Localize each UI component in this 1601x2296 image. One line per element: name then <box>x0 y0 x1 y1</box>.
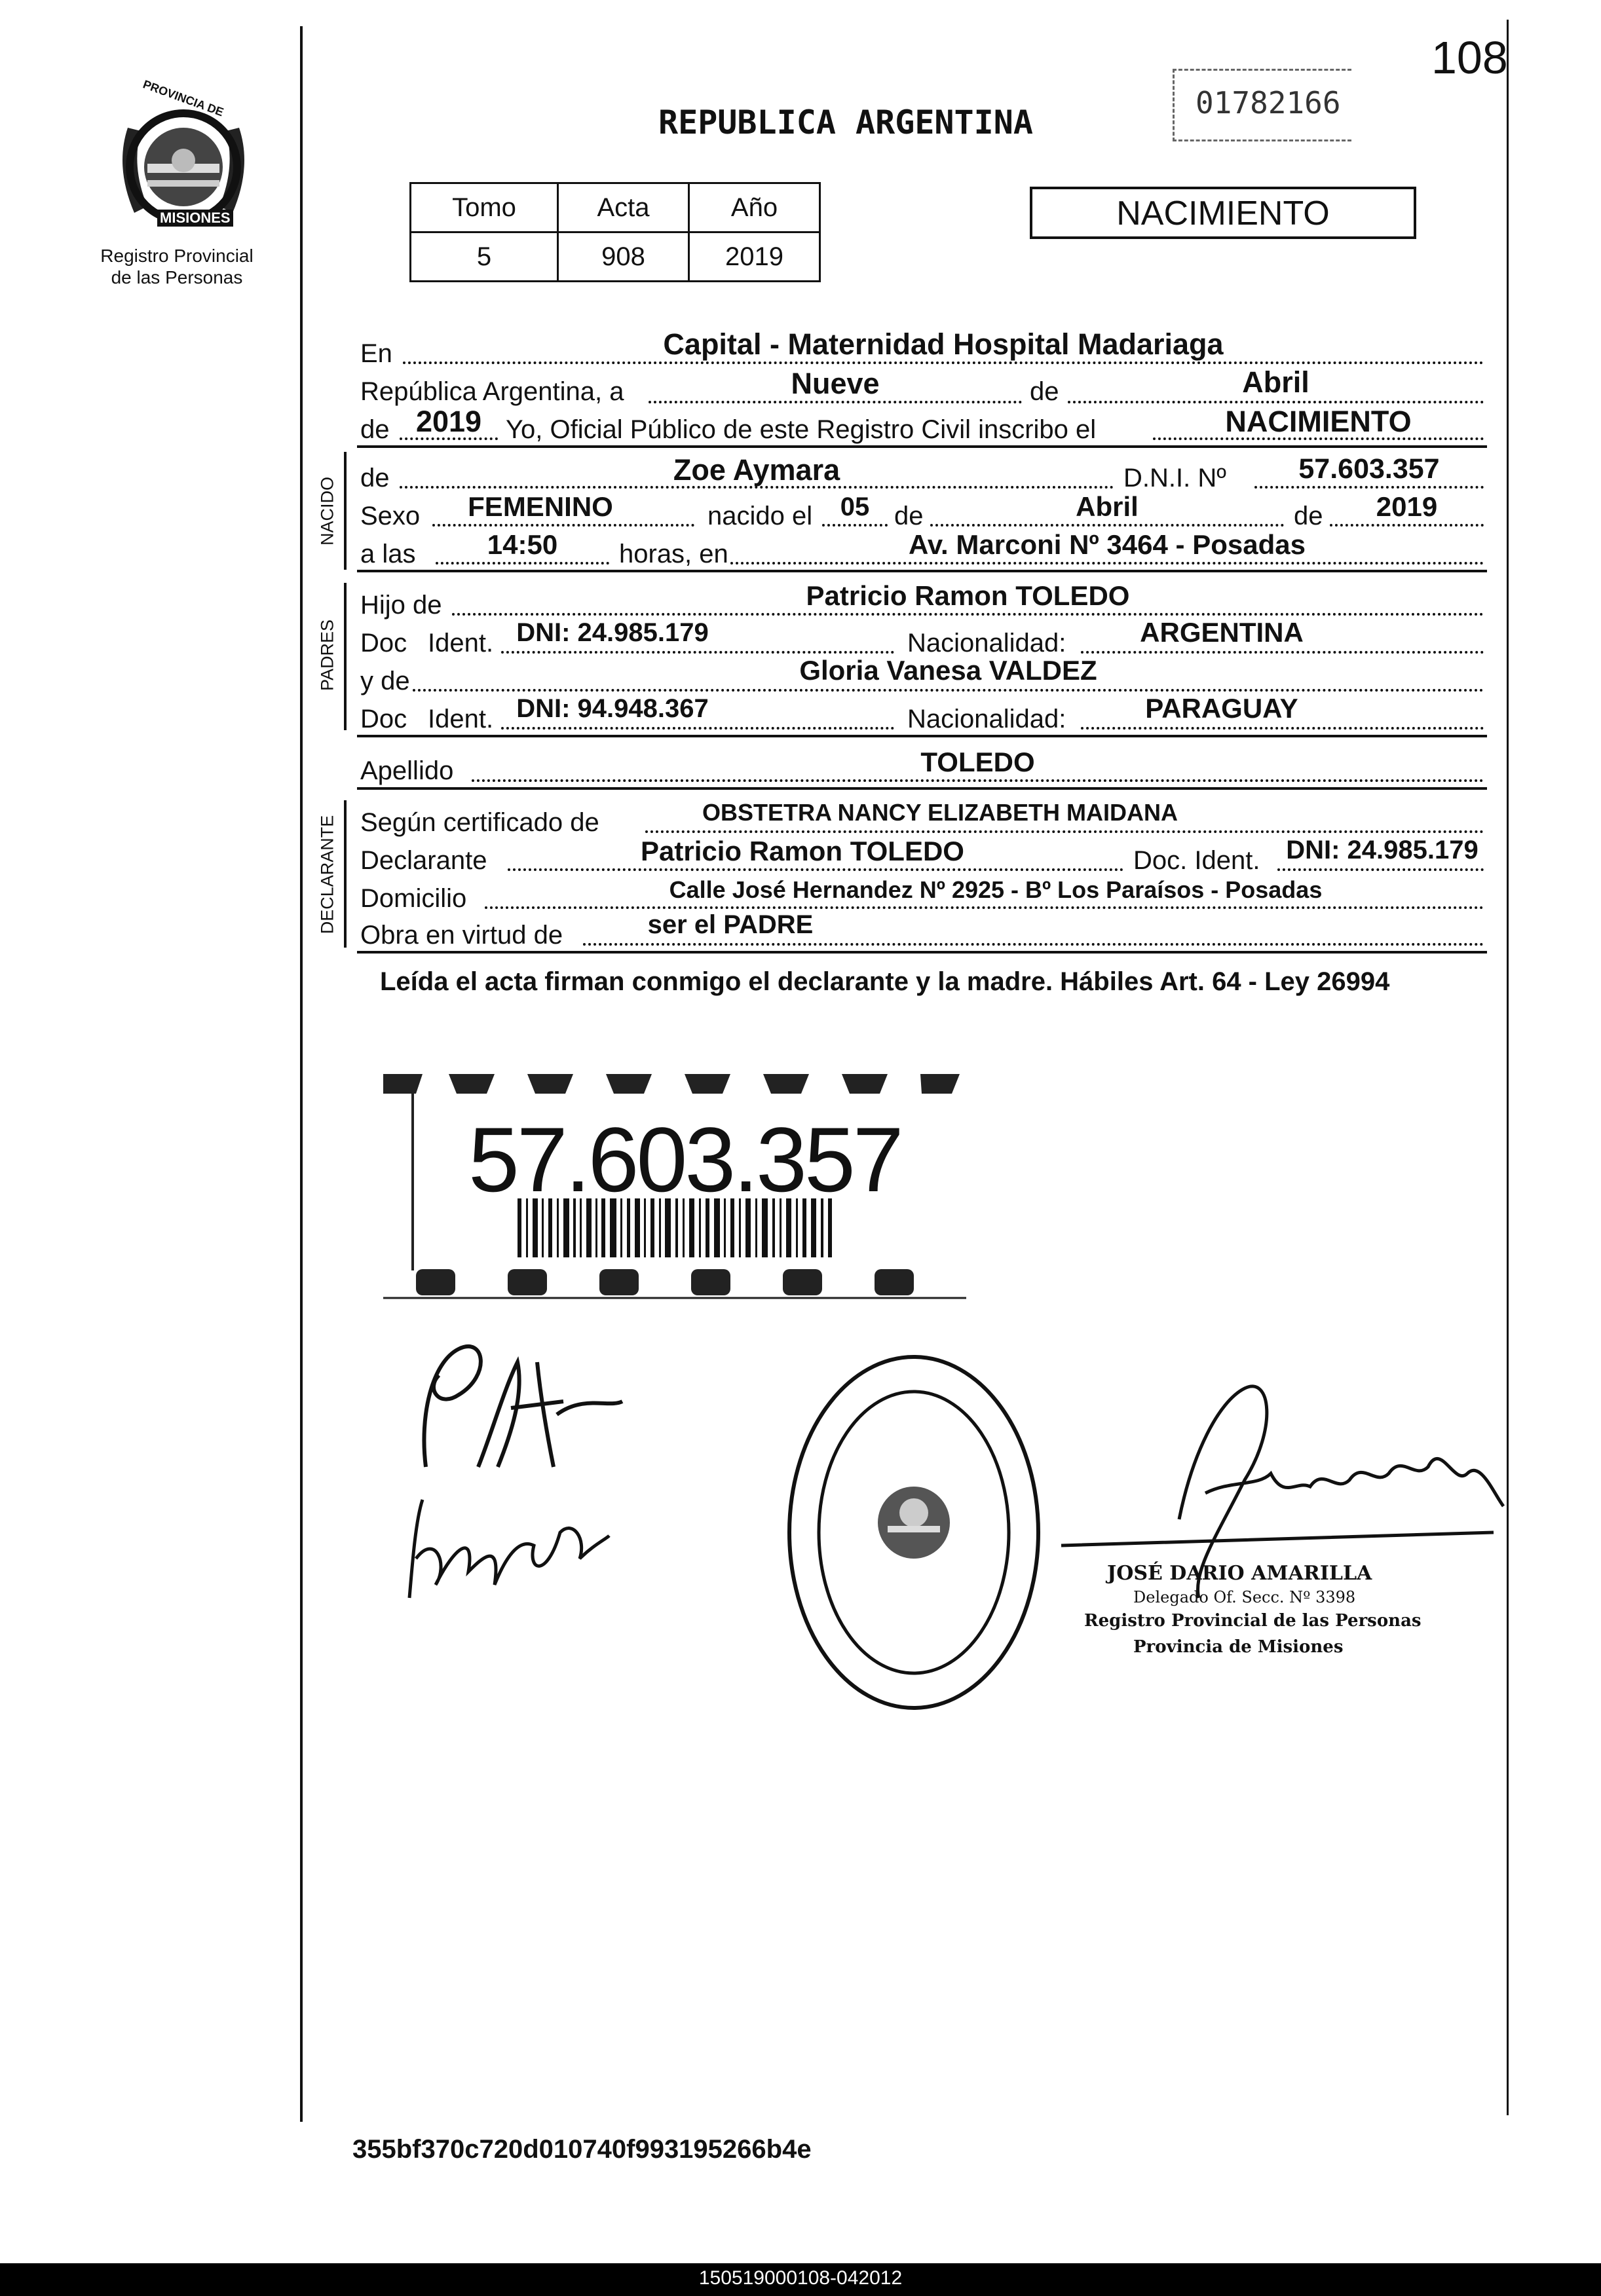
decl-doc-label: Doc. Ident. <box>1133 846 1260 875</box>
father-doc: DNI: 24.985.179 <box>516 618 709 647</box>
hijo-label: Hijo de <box>360 591 442 620</box>
doc-type: NACIMIENTO <box>1116 194 1330 232</box>
left-margin-line <box>300 26 303 2122</box>
dni-label: D.N.I. Nº <box>1123 464 1226 492</box>
doc-label-2: Doc <box>360 705 407 733</box>
header-tomo: Tomo <box>411 183 558 232</box>
mother-dots <box>413 689 1484 692</box>
footer-code: 150519000108-042012 <box>698 2267 903 2289</box>
nacionalidad-label-1: Nacionalidad: <box>907 629 1066 657</box>
official-stamp <box>783 1349 1045 1716</box>
mother-name: Gloria Vanesa VALDEZ <box>799 655 1097 686</box>
page-number: 108 <box>1431 32 1508 83</box>
place: Capital - Maternidad Hospital Madariaga <box>663 327 1224 361</box>
domicilio-label: Domicilio <box>360 884 467 913</box>
dni-dots <box>1254 486 1484 489</box>
nacido-de-label: de <box>360 464 390 492</box>
obra-dots <box>583 943 1484 946</box>
official-province: Provincia de Misiones <box>1133 1637 1344 1657</box>
official-org: Registro Provincial de las Personas <box>1084 1611 1422 1631</box>
birth-year-dots <box>1330 524 1484 527</box>
cert-label: Según certificado de <box>360 808 599 837</box>
obra-label: Obra en virtud de <box>360 921 563 950</box>
nacido-bar <box>344 452 347 570</box>
rule-1 <box>357 445 1487 448</box>
sticker-number: 57.603.357 <box>468 1108 901 1211</box>
de-label-2: de <box>360 415 390 444</box>
father-signature <box>400 1336 635 1493</box>
event: NACIMIENTO <box>1225 405 1412 438</box>
father-nationality: ARGENTINA <box>1140 617 1304 648</box>
child-name: Zoe Aymara <box>673 453 840 487</box>
declarante-side-label: DECLARANTE <box>317 815 337 935</box>
apellido-dots <box>472 779 1484 782</box>
declarante-label: Declarante <box>360 846 487 875</box>
place-dots <box>403 361 1484 364</box>
header-ano: Año <box>689 183 820 232</box>
declarante-doc: DNI: 24.985.179 <box>1286 836 1479 864</box>
yde-label: y de <box>360 667 410 695</box>
nacido-side-label: NACIDO <box>317 477 337 546</box>
value-acta: 908 <box>558 232 689 282</box>
father-dots <box>452 613 1484 616</box>
mother-nationality: PARAGUAY <box>1145 693 1298 724</box>
mother-nat-dots <box>1081 727 1484 730</box>
padres-side-label: PADRES <box>317 619 337 692</box>
father-nat-dots <box>1081 651 1484 654</box>
apellido-value: TOLEDO <box>920 747 1035 777</box>
time-dots <box>436 562 609 565</box>
declarante-name: Patricio Ramon TOLEDO <box>641 836 964 866</box>
logo-seal-top: PROVINCIA DE <box>141 77 226 119</box>
en-label: En <box>360 339 392 368</box>
declarante-bar <box>344 800 347 948</box>
decl-doc-dots <box>1277 868 1484 871</box>
registry-table <box>409 182 821 282</box>
cert-value: OBSTETRA NANCY ELIZABETH MAIDANA <box>702 799 1178 826</box>
value-ano: 2019 <box>689 232 820 282</box>
birth-address-dots <box>730 562 1484 565</box>
birth-address: Av. Marconi Nº 3464 - Posadas <box>909 529 1306 560</box>
obra-value: ser el PADRE <box>647 910 814 939</box>
cert-dots <box>645 830 1484 833</box>
father-doc-dots <box>501 651 894 654</box>
sexo-label: Sexo <box>360 502 421 530</box>
header-acta: Acta <box>558 183 689 232</box>
sexo: FEMENINO <box>468 491 613 522</box>
mother-doc: DNI: 94.948.367 <box>516 694 709 723</box>
day-text: Nueve <box>791 367 880 400</box>
birth-month-dots <box>930 524 1284 527</box>
rule-4 <box>357 787 1487 790</box>
declarante-dots <box>508 868 1123 871</box>
ident-label-2: Ident. <box>428 705 494 733</box>
rule-5 <box>357 951 1487 954</box>
nacido-el-label: nacido el <box>707 502 813 530</box>
rule-2 <box>357 570 1487 572</box>
rule-3 <box>357 735 1487 737</box>
agency-name-line2: de las Personas <box>111 267 243 287</box>
birth-time: 14:50 <box>487 529 558 560</box>
mother-doc-dots <box>501 727 894 730</box>
agency-name-line1: Registro Provincial <box>100 246 254 266</box>
domicilio-dots <box>485 906 1484 909</box>
nacido-de-label-2: de <box>894 502 924 530</box>
birth-month: Abril <box>1076 491 1139 522</box>
birth-day: 05 <box>840 492 870 521</box>
official-name: JOSÉ DARIO AMARILLA <box>1107 1562 1372 1585</box>
father-name: Patricio Ramon TOLEDO <box>806 580 1130 611</box>
document-hash: 355bf370c720d010740f993195266b4e <box>352 2135 812 2164</box>
domicilio-value: Calle José Hernandez Nº 2925 - Bº Los Paraísos - Posadas <box>669 876 1323 903</box>
nacido-de-label-3: de <box>1294 502 1323 530</box>
day-dots <box>649 401 1022 403</box>
doc-label-1: Doc <box>360 629 407 657</box>
value-tomo: 5 <box>411 232 558 282</box>
birth-day-dots <box>822 524 888 527</box>
mother-signature <box>396 1480 612 1611</box>
sexo-dots <box>432 524 694 527</box>
republica-label: República Argentina, a <box>360 377 624 406</box>
serial-number: 01782166 <box>1196 85 1341 120</box>
logo-seal-bottom: MISIONES <box>157 210 233 227</box>
country-title: REPUBLICA ARGENTINA <box>658 103 1033 141</box>
child-dni: 57.603.357 <box>1298 453 1440 485</box>
month-dots <box>1068 401 1484 403</box>
birth-year: 2019 <box>1376 491 1438 522</box>
statement: Yo, Oficial Público de este Registro Civil inscribo el <box>506 415 1097 444</box>
closing-text: Leída el acta firman conmigo el declarante y la madre. Hábiles Art. 64 - Ley 26994 <box>380 967 1390 996</box>
apellido-label: Apellido <box>360 756 454 785</box>
horas-label: horas, en <box>619 540 728 568</box>
padres-bar <box>344 583 347 730</box>
alas-label: a las <box>360 540 416 568</box>
month-text: Abril <box>1242 365 1309 399</box>
ident-label-1: Ident. <box>428 629 494 657</box>
nacionalidad-label-2: Nacionalidad: <box>907 705 1066 733</box>
de-label-1: de <box>1030 377 1059 406</box>
official-role: Delegado Of. Secc. Nº 3398 <box>1133 1588 1356 1606</box>
year-text: 2019 <box>415 405 482 438</box>
right-margin-line <box>1507 20 1509 2115</box>
